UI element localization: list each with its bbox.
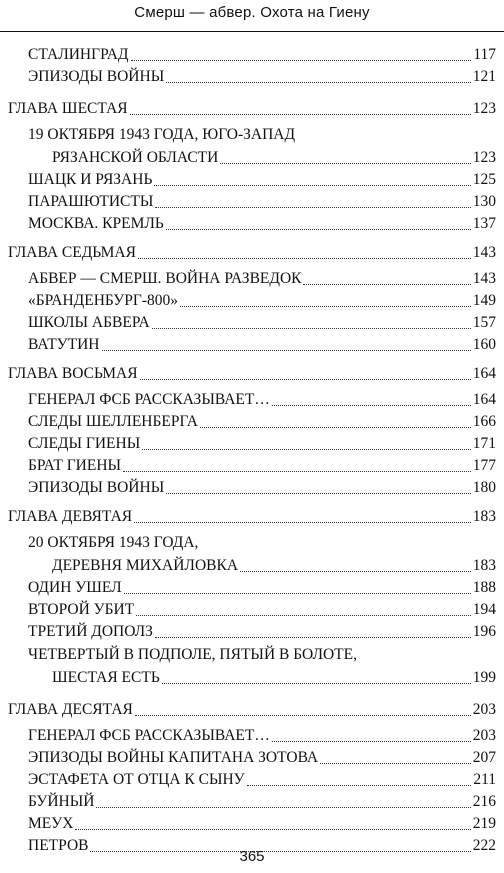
toc-entry — [52, 147, 496, 169]
dot-leader — [272, 741, 471, 742]
dot-leader — [96, 807, 470, 808]
toc-chapter — [8, 506, 496, 528]
toc-chapter-page: 143 — [472, 244, 496, 261]
toc-entry-page: 166 — [472, 413, 496, 430]
dot-leader — [135, 715, 471, 716]
toc-entry — [28, 455, 496, 477]
toc-entry-page: 123 — [472, 149, 496, 166]
toc-entry-page: 149 — [472, 292, 496, 309]
toc-entry-page: 199 — [472, 669, 496, 686]
toc-entry — [28, 290, 496, 312]
dot-leader — [75, 829, 470, 830]
toc-entry-title-line1: 19 ОКТЯБРЯ 1943 ГОДА, ЮГО-ЗАПАД — [28, 126, 296, 143]
toc-entry-page: 203 — [472, 727, 496, 744]
toc-entry-page: 177 — [472, 457, 496, 474]
dot-leader — [134, 522, 471, 523]
toc-entry — [28, 813, 496, 835]
toc-entry-page: 196 — [472, 623, 496, 640]
toc-chapter-page: 164 — [472, 365, 496, 382]
toc-entry-title: ШАЦК И РЯЗАНЬ — [28, 171, 153, 188]
dot-leader — [166, 229, 471, 230]
toc-entry-page: 130 — [472, 193, 496, 210]
toc-entry-page: 157 — [472, 314, 496, 331]
toc-entry-title: РЯЗАНСКОЙ ОБЛАСТИ — [52, 149, 219, 166]
toc-entry-title: МЕУХ — [28, 815, 74, 832]
dot-leader — [166, 493, 471, 494]
toc-chapter-page: 203 — [472, 701, 496, 718]
toc-entry — [28, 725, 496, 747]
toc-entry-page: 171 — [472, 435, 496, 452]
toc-entry — [28, 747, 496, 769]
toc-entry-title: ТРЕТИЙ ДОПОЛЗ — [28, 623, 153, 640]
dot-leader — [142, 449, 471, 450]
dot-leader — [102, 350, 471, 351]
dot-leader — [162, 683, 471, 684]
toc-entry — [52, 555, 496, 577]
dot-leader — [130, 114, 471, 115]
toc-entry-page: 219 — [472, 815, 496, 832]
toc-entry-title: БРАТ ГИЕНЫ — [28, 457, 122, 474]
running-header: Смерш — абвер. Охота на Гиену — [134, 4, 370, 21]
toc-chapter-page: 183 — [472, 508, 496, 525]
toc-entry-title: ЭСТАФЕТА ОТ ОТЦА К СЫНУ — [28, 771, 245, 788]
toc-entry-page: 164 — [472, 391, 496, 408]
toc-entry-page: 222 — [472, 837, 496, 854]
toc-entry — [28, 213, 496, 235]
toc-entry-title-line1: 20 ОКТЯБРЯ 1943 ГОДА, — [28, 534, 199, 551]
toc-entry-title: ДЕРЕВНЯ МИХАЙЛОВКА — [52, 557, 239, 574]
toc-entry-page: 137 — [472, 215, 496, 232]
toc-entry-page: 216 — [472, 793, 496, 810]
toc-entry — [28, 411, 496, 433]
toc-entry — [28, 191, 496, 213]
page-number: 365 — [239, 848, 265, 865]
dot-leader — [320, 763, 471, 764]
toc-entry-title: ВТОРОЙ УБИТ — [28, 601, 135, 618]
toc-chapter-title: ГЛАВА ДЕСЯТАЯ — [8, 701, 133, 718]
toc-entry-title: ПЕТРОВ — [28, 837, 89, 854]
toc-entry — [28, 769, 496, 791]
toc-entry — [28, 477, 496, 499]
dot-leader — [123, 471, 471, 472]
toc-entry-title: СЛЕДЫ ШЕЛЛЕНБЕРГА — [28, 413, 198, 430]
toc-entry — [28, 621, 496, 643]
dot-leader — [220, 163, 470, 164]
toc-entry-title: ЭПИЗОДЫ ВОЙНЫ — [28, 479, 165, 496]
dot-leader — [200, 427, 471, 428]
toc-entry — [28, 599, 496, 621]
dot-leader — [155, 637, 471, 638]
dot-leader — [138, 258, 471, 259]
toc-chapter-page: 123 — [472, 100, 496, 117]
toc-entry — [52, 667, 496, 689]
toc-chapter — [8, 699, 496, 721]
dot-leader — [240, 571, 471, 572]
toc-chapter — [8, 242, 496, 264]
dot-leader — [166, 82, 471, 83]
toc-chapter — [8, 363, 496, 385]
toc-entry-title: «БРАНДЕНБУРГ-800» — [28, 292, 178, 309]
dot-leader — [272, 405, 471, 406]
toc-entry — [28, 44, 496, 66]
toc-entry — [28, 312, 496, 334]
toc-entry-title: ШКОЛЫ АБВЕРА — [28, 314, 150, 331]
dot-leader — [140, 379, 471, 380]
toc-entry-page: 160 — [472, 336, 496, 353]
toc-chapter-title: ГЛАВА СЕДЬМАЯ — [8, 244, 136, 261]
toc-entry — [28, 791, 496, 813]
dot-leader — [131, 60, 472, 61]
toc-entry — [28, 577, 496, 599]
toc-entry-page: 211 — [473, 771, 496, 788]
dot-leader — [124, 593, 471, 594]
toc-entry-title: ШЕСТАЯ ЕСТЬ — [52, 669, 160, 686]
toc-entry-page: 194 — [472, 601, 496, 618]
toc-entry-title: СЛЕДЫ ГИЕНЫ — [28, 435, 141, 452]
toc-entry — [28, 169, 496, 191]
toc-entry-title: ПАРАШЮТИСТЫ — [28, 193, 154, 210]
dot-leader — [180, 306, 471, 307]
toc-entry-title: СТАЛИНГРАД — [28, 46, 129, 63]
toc-entry-title: АБВЕР — СМЕРШ. ВОЙНА РАЗВЕДОК — [28, 270, 302, 287]
toc-entry-title: ГЕНЕРАЛ ФСБ РАССКАЗЫВАЕТ… — [28, 727, 270, 744]
dot-leader — [154, 185, 470, 186]
toc-entry-title: ЭПИЗОДЫ ВОЙНЫ — [28, 68, 165, 85]
toc-entry — [28, 433, 496, 455]
toc-entry-page: 121 — [472, 68, 496, 85]
toc-entry-page: 207 — [472, 749, 496, 766]
toc-entry-title: ЭПИЗОДЫ ВОЙНЫ КАПИТАНА ЗОТОВА — [28, 749, 319, 766]
toc-entry-title: БУЙНЫЙ — [28, 793, 95, 810]
toc-entry-page: 117 — [473, 46, 496, 63]
toc-entry — [28, 268, 496, 290]
toc-entry-title-line1: ЧЕТВЕРТЫЙ В ПОДПОЛЕ, ПЯТЫЙ В БОЛОТЕ, — [28, 646, 357, 663]
toc-entry-page: 188 — [472, 579, 496, 596]
header-rule — [0, 31, 504, 32]
toc-entry-title: ГЕНЕРАЛ ФСБ РАССКАЗЫВАЕТ… — [28, 391, 270, 408]
toc-entry — [28, 334, 496, 356]
toc-entry-page: 180 — [472, 479, 496, 496]
dot-leader — [155, 207, 470, 208]
toc-entry-title: ОДИН УШЕЛ — [28, 579, 122, 596]
dot-leader — [152, 328, 471, 329]
toc-chapter-title: ГЛАВА ВОСЬМАЯ — [8, 365, 138, 382]
toc-entry — [28, 66, 496, 88]
toc-entry-page: 143 — [472, 270, 496, 287]
toc-entry — [28, 389, 496, 411]
dot-leader — [136, 615, 471, 616]
toc-chapter — [8, 98, 496, 120]
toc-chapter-title: ГЛАВА ШЕСТАЯ — [8, 100, 128, 117]
toc-entry-page: 183 — [472, 557, 496, 574]
toc-entry-title: ВАТУТИН — [28, 336, 100, 353]
toc-entry-title: МОСКВА. КРЕМЛЬ — [28, 215, 164, 232]
dot-leader — [247, 785, 472, 786]
toc-chapter-title: ГЛАВА ДЕВЯТАЯ — [8, 508, 133, 525]
dot-leader — [303, 284, 470, 285]
toc-entry-page: 125 — [472, 171, 496, 188]
